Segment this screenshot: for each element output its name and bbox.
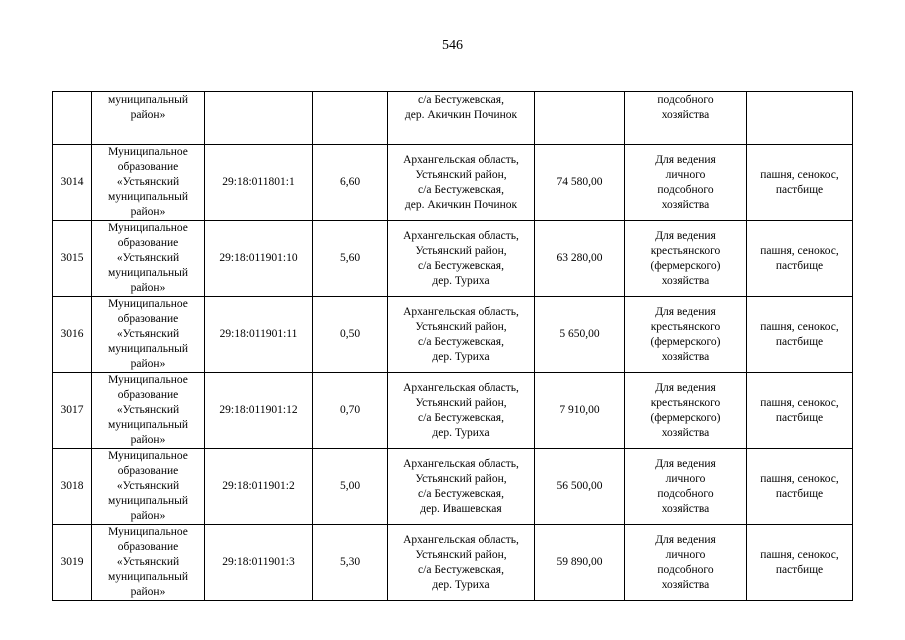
address-cell (388, 373, 535, 449)
use-line: пастбище (775, 487, 824, 500)
address-cell (388, 449, 535, 525)
purpose-line: личного (665, 472, 706, 485)
purpose-line: (фермерского) (650, 411, 721, 424)
price-cell: 63 280,00 (535, 221, 625, 297)
purpose-cell (625, 373, 747, 449)
owner-line: Муниципальное (108, 374, 188, 386)
owner-cell (92, 145, 205, 221)
purpose-cell (625, 525, 747, 601)
address-line: дер. Акичкин Починок (404, 109, 518, 121)
cadastral-cell: 29:18:011901:3 (205, 525, 313, 601)
purpose-line: Для ведения (655, 533, 716, 546)
purpose-cell (625, 92, 747, 145)
owner-line: Муниципальное (108, 222, 188, 234)
address-line: дер. Туриха (432, 274, 490, 287)
use-line: пастбище (775, 335, 824, 348)
price-cell: 56 500,00 (535, 449, 625, 525)
price-cell: 7 910,00 (535, 373, 625, 449)
address-line: с/а Бестужевская, (418, 183, 504, 196)
purpose-line: крестьянского (650, 244, 721, 257)
address-cell (388, 221, 535, 297)
land-plots-table (52, 91, 853, 601)
address-line: Устьянский район, (415, 472, 507, 485)
purpose-line: хозяйства (661, 109, 710, 121)
id-cell: 3017 (53, 373, 92, 449)
owner-cell (92, 221, 205, 297)
owner-line: образование (117, 161, 179, 173)
owner-line: муниципальный (107, 94, 189, 106)
owner-line: «Устьянский (116, 176, 180, 188)
cadastral-cell: 29:18:011801:1 (205, 145, 313, 221)
owner-cell (92, 373, 205, 449)
use-cell (747, 221, 853, 297)
continuation-row (53, 92, 853, 145)
owner-line: образование (117, 465, 179, 477)
owner-line: район» (130, 510, 166, 522)
use-cell (747, 145, 853, 221)
table-row (53, 373, 853, 449)
owner-line: Муниципальное (108, 526, 188, 538)
purpose-line: подсобного (657, 563, 714, 576)
use-line: пашня, сенокос, (760, 168, 839, 181)
cadastral-cell: 29:18:011901:10 (205, 221, 313, 297)
purpose-line: (фермерского) (650, 259, 721, 272)
use-line: пастбище (775, 411, 824, 424)
cadastral-cell: 29:18:011901:11 (205, 297, 313, 373)
use-cell (747, 92, 853, 145)
purpose-line: подсобного (657, 183, 714, 196)
purpose-line: хозяйства (661, 502, 710, 515)
address-line: Архангельская область, (403, 305, 519, 318)
purpose-line: хозяйства (661, 350, 710, 363)
address-line: Устьянский район, (415, 244, 507, 257)
address-line: с/а Бестужевская, (418, 259, 504, 272)
owner-line: Муниципальное (108, 450, 188, 462)
purpose-line: крестьянского (650, 396, 721, 409)
address-line: Архангельская область, (403, 381, 519, 394)
area-cell: 5,60 (313, 221, 388, 297)
owner-line: муниципальный (107, 571, 189, 583)
purpose-cell (625, 449, 747, 525)
id-cell: 3015 (53, 221, 92, 297)
table-row (53, 297, 853, 373)
address-cell (388, 145, 535, 221)
id-cell (53, 92, 92, 145)
address-line: Устьянский район, (415, 396, 507, 409)
owner-line: муниципальный (107, 495, 189, 507)
purpose-line: подсобного (657, 487, 714, 500)
owner-line: район» (130, 109, 166, 121)
area-cell: 6,60 (313, 145, 388, 221)
id-cell: 3016 (53, 297, 92, 373)
owner-cell (92, 449, 205, 525)
owner-line: «Устьянский (116, 252, 180, 264)
id-cell: 3018 (53, 449, 92, 525)
price-cell (535, 92, 625, 145)
cadastral-cell: 29:18:011901:12 (205, 373, 313, 449)
purpose-line: Для ведения (655, 381, 716, 394)
use-line: пашня, сенокос, (760, 244, 839, 257)
id-cell: 3019 (53, 525, 92, 601)
purpose-line: крестьянского (650, 320, 721, 333)
owner-line: район» (130, 206, 166, 218)
use-cell (747, 525, 853, 601)
owner-cell (92, 297, 205, 373)
address-line: дер. Туриха (432, 350, 490, 363)
owner-cell (92, 92, 205, 145)
price-cell: 74 580,00 (535, 145, 625, 221)
address-line: Архангельская область, (403, 533, 519, 546)
address-line: Архангельская область, (403, 153, 519, 166)
address-line: Устьянский район, (415, 548, 507, 561)
cadastral-cell (205, 92, 313, 145)
address-line: с/а Бестужевская, (418, 335, 504, 348)
table-row (53, 525, 853, 601)
owner-line: муниципальный (107, 191, 189, 203)
table-row (53, 145, 853, 221)
page-number: 546 (442, 38, 463, 53)
address-line: дер. Туриха (432, 426, 490, 439)
address-line: дер. Акичкин Починок (404, 198, 518, 211)
address-cell (388, 525, 535, 601)
address-line: Устьянский район, (415, 320, 507, 333)
owner-line: «Устьянский (116, 480, 180, 492)
use-cell (747, 449, 853, 525)
area-cell: 5,00 (313, 449, 388, 525)
purpose-line: личного (665, 548, 706, 561)
address-line: Устьянский район, (415, 168, 507, 181)
use-line: пашня, сенокос, (760, 548, 839, 561)
area-cell: 0,70 (313, 373, 388, 449)
owner-line: район» (130, 434, 166, 446)
address-line: с/а Бестужевская, (418, 94, 504, 106)
area-cell: 5,30 (313, 525, 388, 601)
owner-line: район» (130, 586, 166, 598)
address-line: дер. Ивашевская (420, 502, 502, 515)
owner-line: образование (117, 313, 179, 325)
purpose-line: хозяйства (661, 198, 710, 211)
address-line: Архангельская область, (403, 229, 519, 242)
cadastral-cell: 29:18:011901:2 (205, 449, 313, 525)
use-line: пашня, сенокос, (760, 472, 839, 485)
price-cell: 59 890,00 (535, 525, 625, 601)
owner-cell (92, 525, 205, 601)
use-line: пастбище (775, 259, 824, 272)
address-line: с/а Бестужевская, (418, 563, 504, 576)
owner-line: «Устьянский (116, 328, 180, 340)
purpose-line: (фермерского) (650, 335, 721, 348)
purpose-cell (625, 145, 747, 221)
id-cell: 3014 (53, 145, 92, 221)
address-cell (388, 297, 535, 373)
owner-line: образование (117, 541, 179, 553)
purpose-line: хозяйства (661, 578, 710, 591)
owner-line: муниципальный (107, 419, 189, 431)
owner-line: «Устьянский (116, 404, 180, 416)
purpose-line: Для ведения (655, 229, 716, 242)
address-line: с/а Бестужевская, (418, 487, 504, 500)
purpose-line: хозяйства (661, 426, 710, 439)
area-cell: 0,50 (313, 297, 388, 373)
address-line: дер. Туриха (432, 578, 490, 591)
purpose-cell (625, 297, 747, 373)
owner-line: район» (130, 282, 166, 294)
purpose-line: Для ведения (655, 153, 716, 166)
owner-line: муниципальный (107, 267, 189, 279)
table-row (53, 221, 853, 297)
price-cell: 5 650,00 (535, 297, 625, 373)
owner-line: район» (130, 358, 166, 370)
purpose-line: Для ведения (655, 457, 716, 470)
owner-line: муниципальный (107, 343, 189, 355)
table-row (53, 449, 853, 525)
purpose-cell (625, 221, 747, 297)
use-line: пашня, сенокос, (760, 396, 839, 409)
use-line: пастбище (775, 563, 824, 576)
address-line: Архангельская область, (403, 457, 519, 470)
use-line: пашня, сенокос, (760, 320, 839, 333)
owner-line: образование (117, 389, 179, 401)
owner-line: образование (117, 237, 179, 249)
use-line: пастбище (775, 183, 824, 196)
area-cell (313, 92, 388, 145)
purpose-line: Для ведения (655, 305, 716, 318)
owner-line: Муниципальное (108, 298, 188, 310)
address-line: с/а Бестужевская, (418, 411, 504, 424)
owner-line: Муниципальное (108, 146, 188, 158)
purpose-line: хозяйства (661, 274, 710, 287)
owner-line: «Устьянский (116, 556, 180, 568)
purpose-line: подсобного (657, 94, 714, 106)
purpose-line: личного (665, 168, 706, 181)
use-cell (747, 297, 853, 373)
use-cell (747, 373, 853, 449)
address-cell (388, 92, 535, 145)
